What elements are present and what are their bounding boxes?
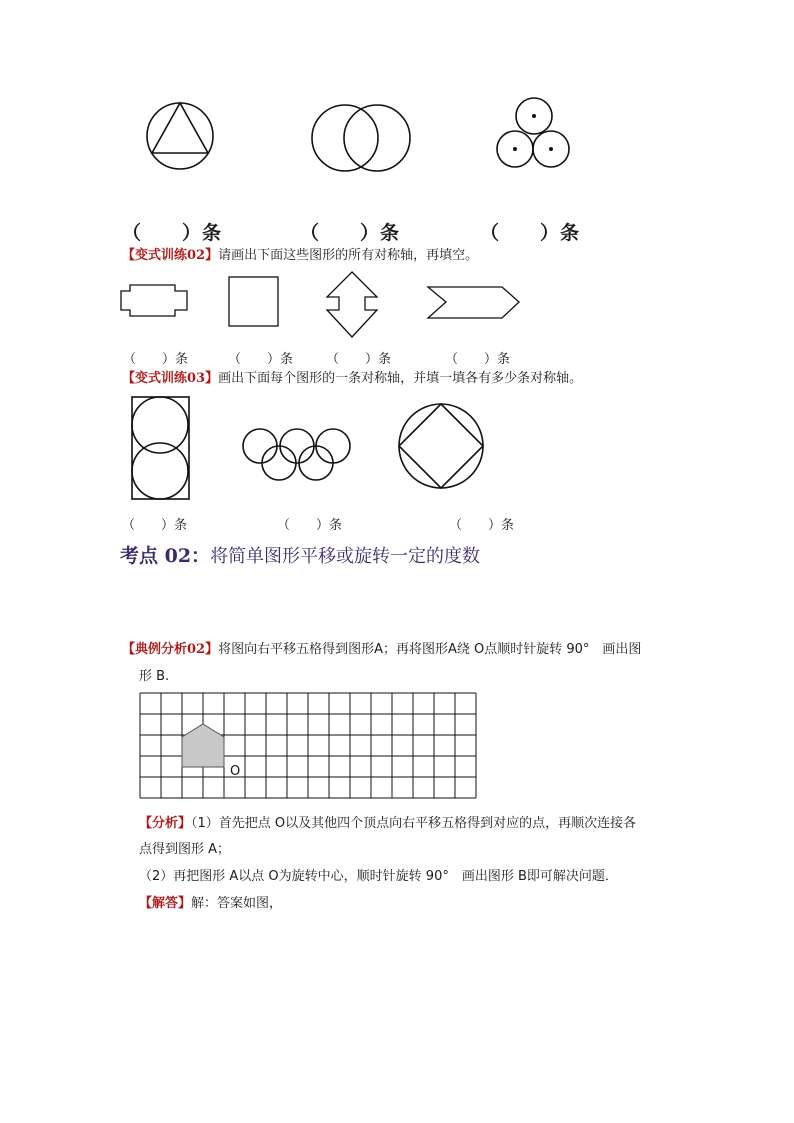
three-circle-top — [516, 98, 552, 134]
ring-5 — [299, 446, 333, 480]
kaodian-title: 将简单图形平移或旋转一定的度数 — [210, 546, 481, 567]
ex02-answer-2[interactable]: （ ）条 — [228, 352, 294, 367]
ex02-answer-3[interactable]: （ ）条 — [326, 352, 392, 367]
ring-3 — [316, 429, 350, 463]
solution-tag: 【解答】 — [139, 896, 192, 911]
inscribed-triangle — [152, 103, 208, 153]
example02-tag: 【典例分析02】 — [122, 642, 219, 657]
kaodian-heading — [120, 541, 480, 568]
analysis-line3: （2）再把图形 A以点 O为旋转中心，顺时针旋转 90° 画出图形 B即可解决问题． — [139, 869, 618, 884]
ring-2 — [280, 429, 314, 463]
ex03-answer-3[interactable]: （ ）条 — [449, 518, 515, 533]
exercise03-tag: 【变式训练03】 — [122, 371, 219, 386]
analysis-line2: 点得到图形 A； — [139, 842, 231, 857]
pentagon-shape — [182, 724, 224, 767]
three-circle-left — [497, 131, 533, 167]
exercise02-text: 请画出下面这些图形的所有对称轴，再填空。 — [218, 248, 479, 263]
rect-two-circles-figure — [132, 397, 189, 499]
double-arrow-figure — [327, 272, 377, 337]
analysis-text1: （1）首先把点 O以及其他四个顶点向右平移五格得到对应的点，再顺次连接各 — [191, 816, 637, 831]
exercise02-prompt — [122, 244, 478, 263]
example02-line2: 形 B. — [139, 669, 170, 684]
overlap-circle-right — [344, 105, 410, 171]
analysis-line1 — [139, 812, 636, 831]
answer-blank-3[interactable]: （ ）条 — [480, 222, 581, 244]
circle-square-figure — [399, 404, 483, 488]
kaodian-label: 考点 02： — [120, 545, 211, 567]
overlap-circle-left — [312, 105, 378, 171]
answer-blank-1[interactable]: （ ）条 — [122, 222, 223, 244]
point-o-label: O — [230, 764, 241, 779]
ring-4 — [262, 446, 296, 480]
ex02-answer-4[interactable]: （ ）条 — [445, 352, 511, 367]
inscribed-square — [399, 404, 483, 488]
example02-line1 — [122, 638, 641, 657]
example02-text1: 将图向右平移五格得到图形A；再将图形A绕 O点顺时针旋转 90° 画出图 — [218, 642, 642, 657]
chevron-figure — [428, 287, 519, 318]
ring-1 — [243, 429, 277, 463]
three-circle-right — [533, 131, 569, 167]
exercise02-tag: 【变式训练02】 — [122, 248, 219, 263]
answer-blank-2[interactable]: （ ）条 — [300, 222, 401, 244]
solution-line — [139, 892, 282, 911]
exercise03-prompt — [122, 367, 582, 386]
ex02-answer-1[interactable]: （ ）条 — [123, 352, 189, 367]
ex03-answer-2[interactable]: （ ）条 — [277, 518, 343, 533]
ex03-answer-1[interactable]: （ ）条 — [122, 518, 188, 533]
exercise03-text: 画出下面每个图形的一条对称轴，并填一填各有多少条对称轴。 — [218, 371, 583, 386]
solution-text: 解：答案如图， — [191, 896, 283, 911]
square-figure — [229, 277, 278, 326]
notched-rectangle-figure — [121, 285, 187, 316]
circle-with-triangle-figure — [147, 103, 213, 169]
analysis-tag: 【分析】 — [139, 816, 192, 831]
